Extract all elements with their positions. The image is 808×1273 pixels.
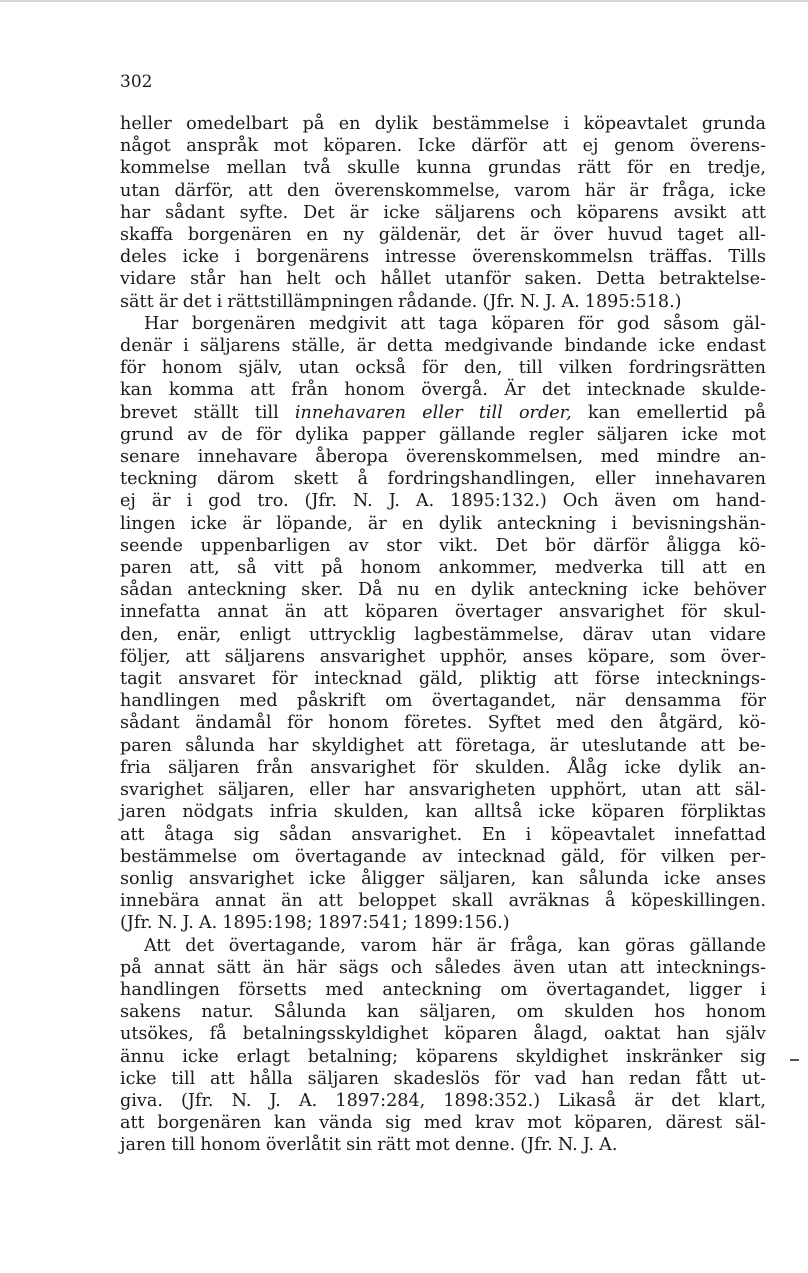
text-line: ej är i god tro. (Jfr. N. J. A. 1895:132.) Och även om hand- bbox=[120, 491, 766, 512]
text-line: på annat sätt än här sägs och således även utan att intecknings- bbox=[120, 957, 766, 978]
scan-edge-line bbox=[0, 0, 808, 2]
text-line: lingen icke är löpande, är en dylik anteckning i bevisningshän- bbox=[120, 513, 766, 534]
paragraph-3 bbox=[120, 935, 766, 1157]
text-line: deles icke i borgenärens intresse överenskommelsn träffas. Tills bbox=[120, 247, 766, 268]
text-line: utan därför, att den överenskommelse, varom här är fråga, icke bbox=[120, 180, 766, 201]
text-line: teckning därom skett å fordringshandlingen, eller innehavaren bbox=[120, 469, 766, 490]
text-line: innefatta annat än att köparen övertager ansvarighet för skul- bbox=[120, 602, 766, 623]
text-line: den, enär, enligt uttrycklig lagbestämmelse, därav utan vidare bbox=[120, 624, 766, 645]
text-line: har sådant syfte. Det är icke säljarens och köparens avsikt att bbox=[120, 202, 766, 223]
text-line: jaren nödgats infria skulden, kan alltså icke köparen förpliktas bbox=[120, 802, 766, 823]
text-line: fria säljaren från ansvarighet för skulden. Ålåg icke dylik an- bbox=[120, 757, 766, 778]
text-line: icke till att hålla säljaren skadeslös för vad han redan fått ut- bbox=[120, 1068, 766, 1089]
text-line: för honom själv, utan också för den, till vilken fordringsrätten bbox=[120, 358, 766, 379]
paragraph-2 bbox=[120, 313, 766, 935]
text-line: brevet ställt till innehavaren eller till order, kan emellertid på bbox=[120, 402, 766, 423]
text-line: handlingen försetts med anteckning om övertagandet, ligger i bbox=[120, 979, 766, 1000]
text-line: denär i säljarens ställe, är detta medgivande bindande icke endast bbox=[120, 336, 766, 357]
text-line: heller omedelbart på en dylik bestämmelse i köpeavtalet grunda bbox=[120, 114, 766, 134]
text-line: (Jfr. N. J. A. 1895:198; 1897:541; 1899:156.) bbox=[120, 913, 510, 934]
text-line: sakens natur. Sålunda kan säljaren, om skulden hos honom bbox=[120, 1002, 766, 1023]
body-text bbox=[120, 113, 766, 1157]
paragraph-1 bbox=[120, 113, 766, 313]
text-line: paren sålunda har skyldighet att företaga, är uteslutande att be- bbox=[120, 735, 766, 756]
text-line: seende uppenbarligen av stor vikt. Det bör därför åligga kö- bbox=[120, 535, 766, 556]
page-number: 302 bbox=[120, 72, 153, 92]
text-line: ännu icke erlagt betalning; köparens skyldighet inskränker sig bbox=[120, 1046, 766, 1067]
text-line: giva. (Jfr. N. J. A. 1897:284, 1898:352.) Likaså är det klart, bbox=[120, 1090, 766, 1111]
text-line: sådan anteckning sker. Då nu en dylik anteckning icke behöver bbox=[120, 580, 766, 601]
text-line: jaren till honom överlåtit sin rätt mot denne. (Jfr. N. J. A. bbox=[120, 1135, 618, 1156]
text-line: kan komma att från honom övergå. Är det intecknade skulde- bbox=[120, 380, 766, 401]
text-line: grund av de för dylika papper gällande regler säljaren icke mot bbox=[120, 424, 766, 445]
text-line: sådant ändamål för honom företes. Syftet med den åtgärd, kö- bbox=[120, 713, 766, 734]
margin-mark bbox=[790, 1059, 799, 1061]
text-line: att åtaga sig sådan ansvarighet. En i köpeavtalet innefattad bbox=[120, 824, 766, 845]
text-line: handlingen med påskrift om övertagandet, när densamma för bbox=[120, 691, 766, 712]
text-line: bestämmelse om övertagande av intecknad gäld, för vilken per- bbox=[120, 846, 766, 867]
text-line: något anspråk mot köparen. Icke därför att ej genom överens- bbox=[120, 136, 766, 157]
text-line: senare innehavare åberopa överenskommelsen, med mindre an- bbox=[120, 447, 766, 468]
text-line: paren att, så vitt på honom ankommer, medverka till att en bbox=[120, 558, 766, 579]
text-line: vidare står han helt och hållet utanför saken. Detta betraktelse- bbox=[120, 269, 766, 290]
text-line: Att det övertagande, varom här är fråga, kan göras gällande bbox=[144, 935, 766, 956]
text-line: innebära annat än att beloppet skall avräknas å köpeskillingen. bbox=[120, 891, 766, 912]
text-line: sätt är det i rättstillämpningen rådande. (Jfr. N. J. A. 1895:518.) bbox=[120, 291, 682, 312]
text-line: tagit ansvaret för intecknad gäld, pliktig att förse intecknings- bbox=[120, 669, 766, 690]
text-line: sonlig ansvarighet icke åligger säljaren, kan sålunda icke anses bbox=[120, 868, 766, 889]
text-line: kommelse mellan två skulle kunna grundas rätt för en tredje, bbox=[120, 158, 766, 179]
text-line: svarighet säljaren, eller har ansvarigheten upphört, utan att säl- bbox=[120, 780, 766, 801]
text-line: skaffa borgenären en ny gäldenär, det är över huvud taget all- bbox=[120, 225, 766, 246]
emphasized-phrase: innehavaren eller till order, bbox=[294, 402, 572, 423]
text-line: utsökes, få betalningsskyldighet köparen ålagd, oaktat han själv bbox=[120, 1024, 766, 1045]
text-line: följer, att säljarens ansvarighet upphör, anses köpare, som över- bbox=[120, 646, 766, 667]
text-line: Har borgenären medgivit att taga köparen för god såsom gäl- bbox=[144, 313, 766, 334]
text-line: att borgenären kan vända sig med krav mot köparen, därest säl- bbox=[120, 1113, 766, 1134]
